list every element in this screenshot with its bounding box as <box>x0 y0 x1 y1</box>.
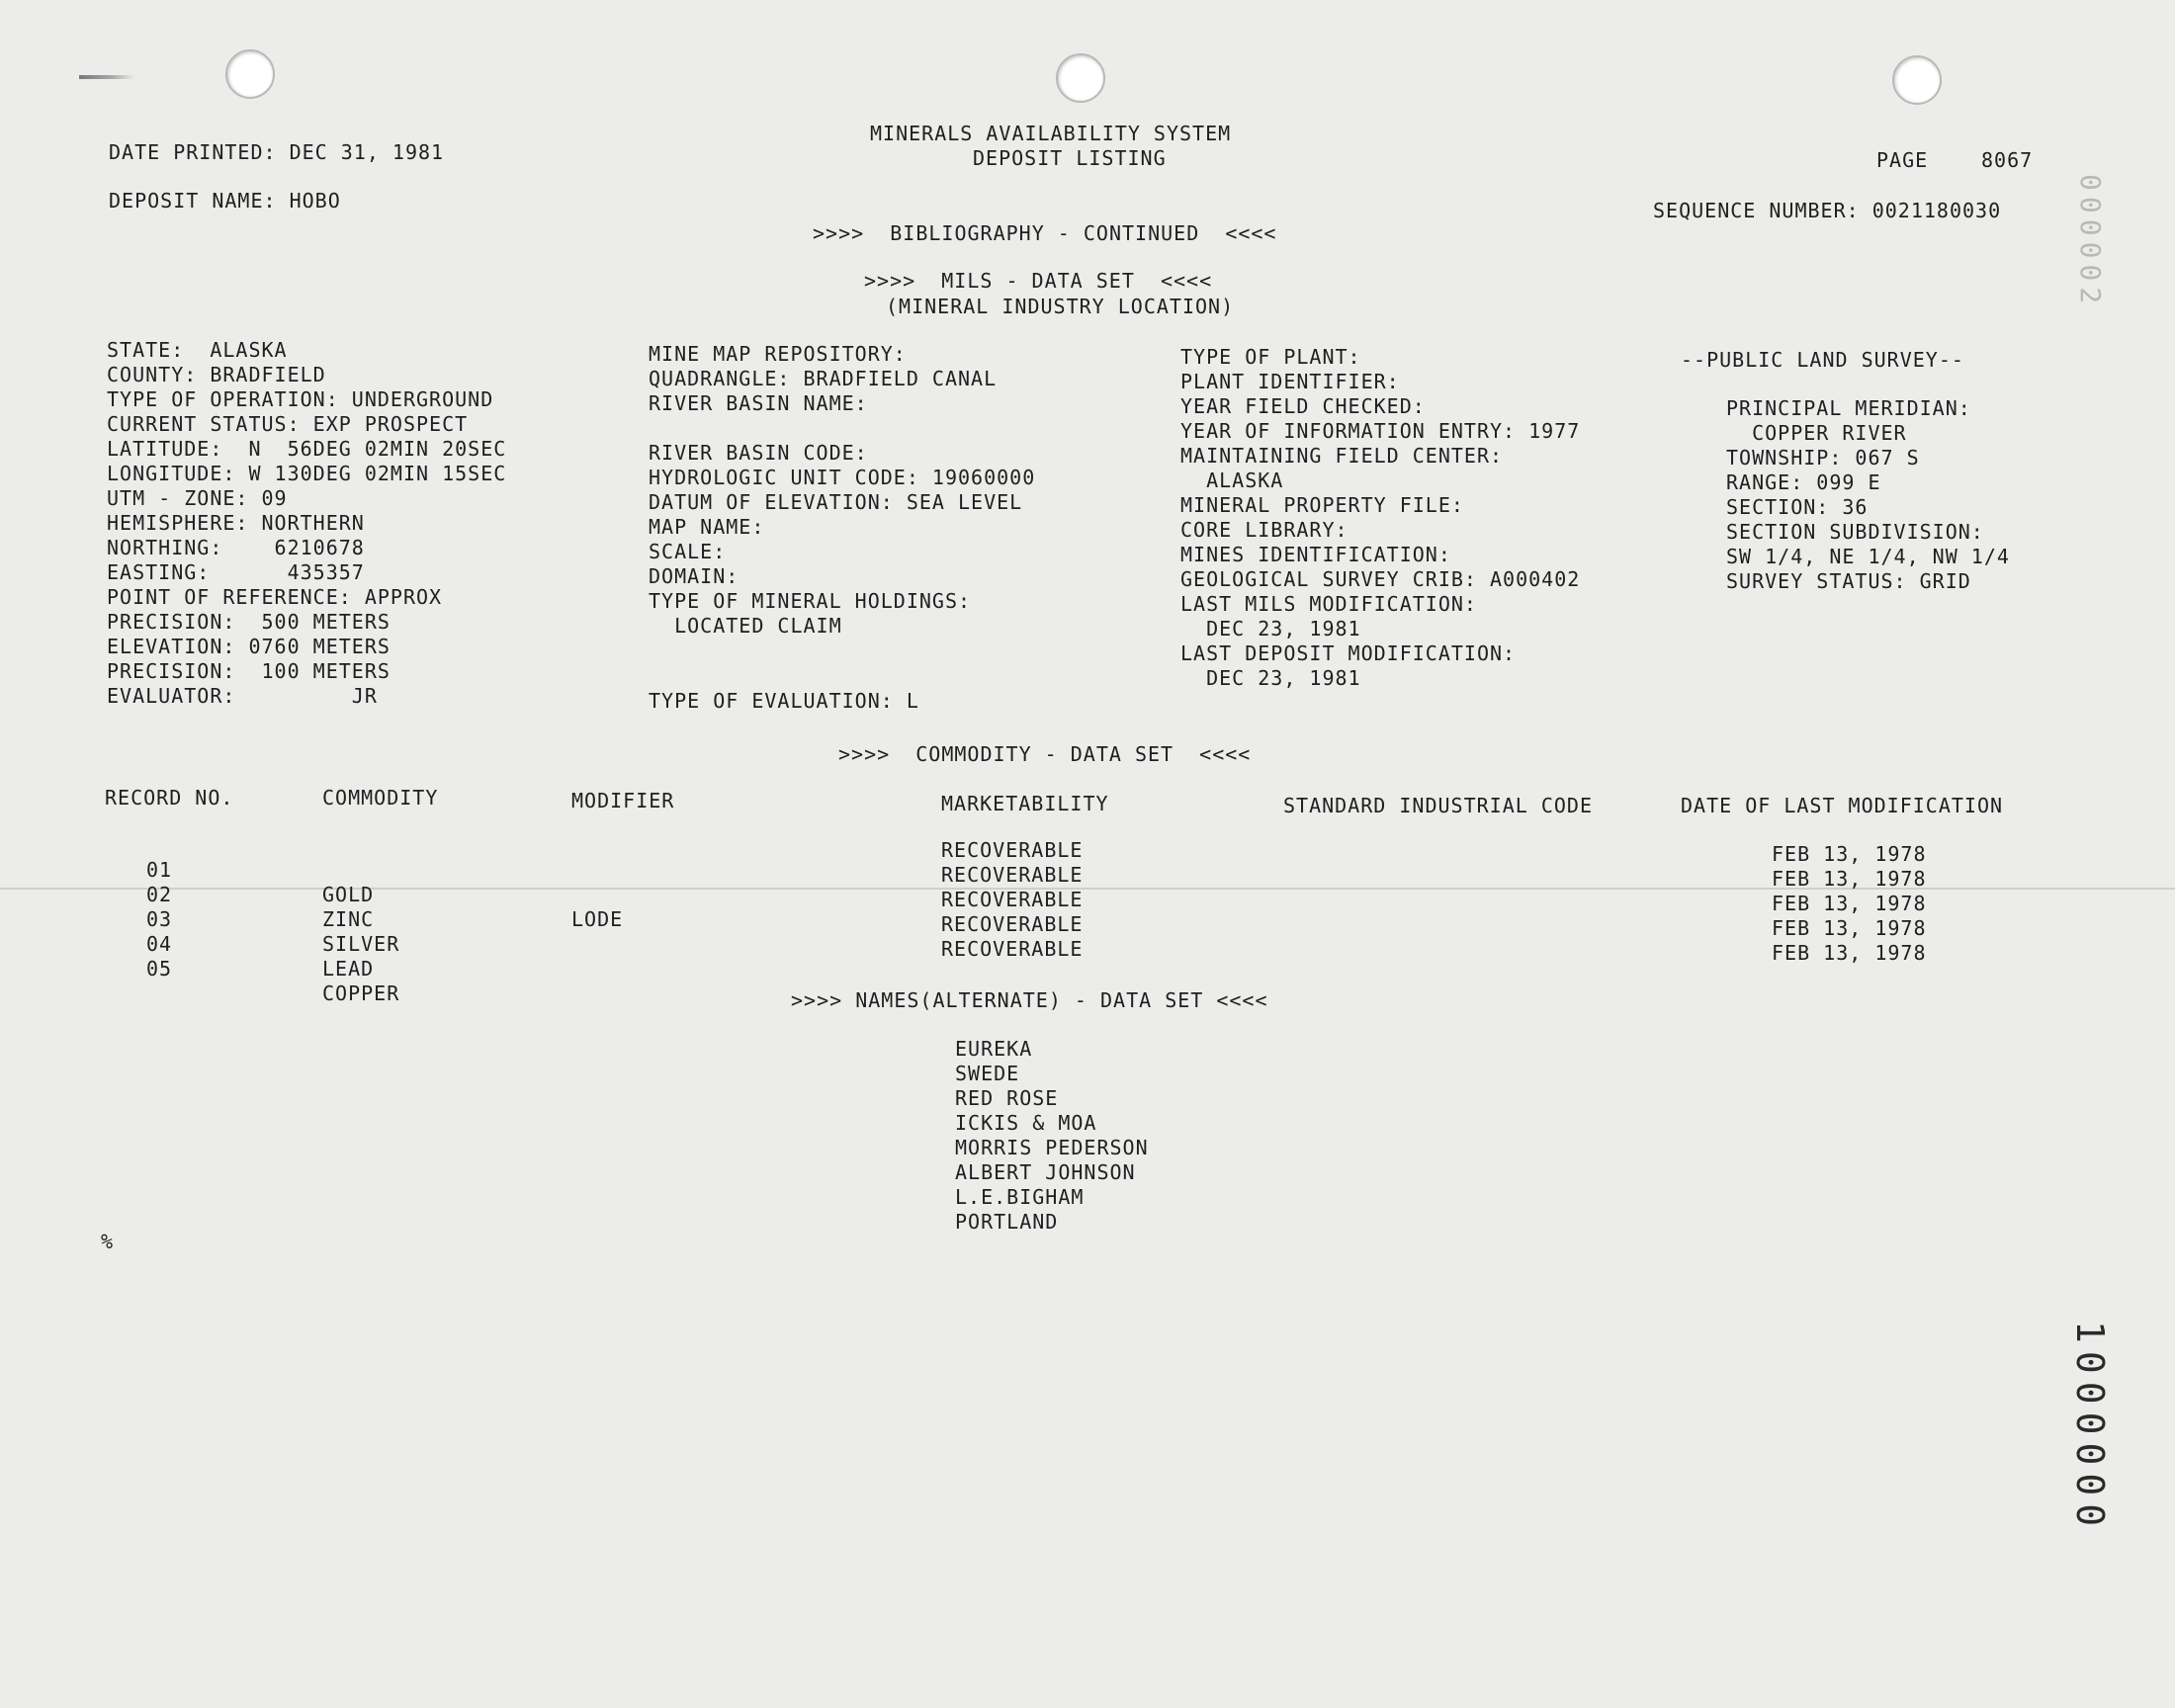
date-cell: FEB 13, 1978 <box>1772 842 1927 866</box>
location-line: STATE: ALASKA <box>107 338 288 362</box>
location-line: PRECISION: 100 METERS <box>107 659 391 683</box>
location-line: POINT OF REFERENCE: APPROX <box>107 585 443 609</box>
map-line: RIVER BASIN NAME: <box>649 391 868 415</box>
binder-hole-center <box>1056 53 1105 103</box>
plant-line: LAST MILS MODIFICATION: <box>1180 592 1477 616</box>
col-header-modifier: MODIFIER <box>571 789 675 812</box>
map-column <box>649 342 1035 639</box>
map-line: RIVER BASIN CODE: <box>649 441 868 465</box>
location-line: COUNTY: BRADFIELD <box>107 363 326 386</box>
map-line: DOMAIN: <box>649 564 740 588</box>
commodity-heading: >>>> COMMODITY - DATA SET <<<< <box>838 742 1252 766</box>
col-header-marketability: MARKETABILITY <box>941 792 1109 815</box>
sequence-number: SEQUENCE NUMBER: 0021180030 <box>1653 199 2002 222</box>
marketability-cell: RECOVERABLE <box>941 937 1084 961</box>
binder-hole-right <box>1892 55 1942 105</box>
plant-line: CORE LIBRARY: <box>1180 518 1348 542</box>
plant-line: MINERAL PROPERTY FILE: <box>1180 493 1464 517</box>
plant-line: PLANT IDENTIFIER: <box>1180 370 1400 393</box>
map-line: QUADRANGLE: BRADFIELD CANAL <box>649 367 998 390</box>
commodity-cell: COPPER <box>322 982 400 1005</box>
record-cell: 03 <box>146 907 173 931</box>
location-line: TYPE OF OPERATION: UNDERGROUND <box>107 387 494 411</box>
land-survey-line: COPPER RIVER <box>1726 421 1907 445</box>
list-item: RED ROSE <box>955 1086 1059 1110</box>
location-line: HEMISPHERE: NORTHERN <box>107 511 365 535</box>
bibliography-heading: >>>> BIBLIOGRAPHY - CONTINUED <<<< <box>813 221 1277 245</box>
location-line: ELEVATION: 0760 METERS <box>107 635 391 658</box>
commodity-cell: ZINC <box>322 907 375 931</box>
land-survey-line: SECTION: 36 <box>1726 495 1869 519</box>
marketability-cell: RECOVERABLE <box>941 912 1084 936</box>
deposit-name: DEPOSIT NAME: HOBO <box>109 189 341 213</box>
land-survey-column <box>1726 396 2010 594</box>
list-item: ALBERT JOHNSON <box>955 1160 1136 1184</box>
map-line: MINE MAP REPOSITORY: <box>649 342 907 366</box>
pencil-mark <box>79 75 134 79</box>
system-title: MINERALS AVAILABILITY SYSTEM <box>870 122 1232 145</box>
list-item: MORRIS PEDERSON <box>955 1136 1149 1159</box>
land-survey-line: TOWNSHIP: 067 S <box>1726 446 1920 470</box>
side-stamp: 1000000 <box>2068 1321 2112 1535</box>
marketability-cell: RECOVERABLE <box>941 838 1084 862</box>
side-stamp-faint: 000002 <box>2074 174 2107 310</box>
col-header-sic: STANDARD INDUSTRIAL CODE <box>1283 794 1593 817</box>
map-line: DATUM OF ELEVATION: SEA LEVEL <box>649 490 1023 514</box>
plant-line: MAINTAINING FIELD CENTER: <box>1180 444 1504 468</box>
plant-line: YEAR OF INFORMATION ENTRY: 1977 <box>1180 419 1581 443</box>
marketability-cell: RECOVERABLE <box>941 888 1084 911</box>
map-line: HYDROLOGIC UNIT CODE: 19060000 <box>649 466 1036 489</box>
col-header-commodity: COMMODITY <box>322 786 439 810</box>
location-line: CURRENT STATUS: EXP PROSPECT <box>107 412 469 436</box>
plant-line: DEC 23, 1981 <box>1180 666 1361 690</box>
location-line: UTM - ZONE: 09 <box>107 486 288 510</box>
mils-subheading: (MINERAL INDUSTRY LOCATION) <box>886 295 1235 318</box>
location-line: EVALUATOR: JR <box>107 684 378 708</box>
date-cell: FEB 13, 1978 <box>1772 941 1927 965</box>
land-survey-title: --PUBLIC LAND SURVEY-- <box>1681 348 1964 372</box>
date-cell: FEB 13, 1978 <box>1772 892 1927 915</box>
location-line: LONGITUDE: W 130DEG 02MIN 15SEC <box>107 462 507 485</box>
list-item: ICKIS & MOA <box>955 1111 1097 1135</box>
type-of-evaluation: TYPE OF EVALUATION: L <box>649 689 919 713</box>
map-line: SCALE: <box>649 540 727 563</box>
page-label: PAGE <box>1876 148 1929 172</box>
col-header-date: DATE OF LAST MODIFICATION <box>1681 794 2004 817</box>
marketability-cell: RECOVERABLE <box>941 863 1084 887</box>
col-header-record: RECORD NO. <box>105 786 234 810</box>
modifier-cell: LODE <box>571 907 624 931</box>
map-line: LOCATED CLAIM <box>649 614 842 638</box>
record-cell: 01 <box>146 858 173 882</box>
date-cell: FEB 13, 1978 <box>1772 867 1927 891</box>
page-number: 8067 <box>1981 148 2034 172</box>
location-column <box>107 338 506 709</box>
listing-title: DEPOSIT LISTING <box>973 146 1167 170</box>
location-line: EASTING: 435357 <box>107 560 365 584</box>
plant-line: LAST DEPOSIT MODIFICATION: <box>1180 641 1517 665</box>
location-line: PRECISION: 500 METERS <box>107 610 391 634</box>
plant-line: DEC 23, 1981 <box>1180 617 1361 640</box>
binder-hole-left <box>225 49 275 99</box>
land-survey-line: SECTION SUBDIVISION: <box>1726 520 1984 544</box>
date-cell: FEB 13, 1978 <box>1772 916 1927 940</box>
plant-line: YEAR FIELD CHECKED: <box>1180 394 1426 418</box>
list-item: EUREKA <box>955 1037 1033 1061</box>
land-survey-line: RANGE: 099 E <box>1726 470 1881 494</box>
list-item: L.E.BIGHAM <box>955 1185 1085 1209</box>
record-cell: 02 <box>146 883 173 906</box>
list-item: PORTLAND <box>955 1210 1059 1234</box>
list-item: SWEDE <box>955 1062 1020 1085</box>
location-line: LATITUDE: N 56DEG 02MIN 20SEC <box>107 437 507 461</box>
commodity-cell: LEAD <box>322 957 375 981</box>
plant-line: ALASKA <box>1180 469 1284 492</box>
map-line <box>649 416 1035 441</box>
location-line: NORTHING: 6210678 <box>107 536 365 559</box>
names-heading: >>>> NAMES(ALTERNATE) - DATA SET <<<< <box>791 988 1268 1012</box>
mils-heading: >>>> MILS - DATA SET <<<< <box>864 269 1213 293</box>
record-cell: 04 <box>146 932 173 956</box>
commodity-cell: GOLD <box>322 883 375 906</box>
plant-line: MINES IDENTIFICATION: <box>1180 543 1451 566</box>
plant-line: GEOLOGICAL SURVEY CRIB: A000402 <box>1180 567 1581 591</box>
plant-column <box>1180 345 1580 691</box>
land-survey-line: PRINCIPAL MERIDIAN: <box>1726 396 1971 420</box>
alternate-names-list <box>955 1037 1149 1235</box>
map-line: MAP NAME: <box>649 515 765 539</box>
date-printed: DATE PRINTED: DEC 31, 1981 <box>109 140 445 164</box>
record-cell: 05 <box>146 957 173 981</box>
commodity-cell: SILVER <box>322 932 400 956</box>
footer-mark: % <box>101 1230 115 1253</box>
land-survey-line: SW 1/4, NE 1/4, NW 1/4 <box>1726 545 2010 568</box>
map-line: TYPE OF MINERAL HOLDINGS: <box>649 589 972 613</box>
land-survey-line: SURVEY STATUS: GRID <box>1726 569 1971 593</box>
plant-line: TYPE OF PLANT: <box>1180 345 1361 369</box>
